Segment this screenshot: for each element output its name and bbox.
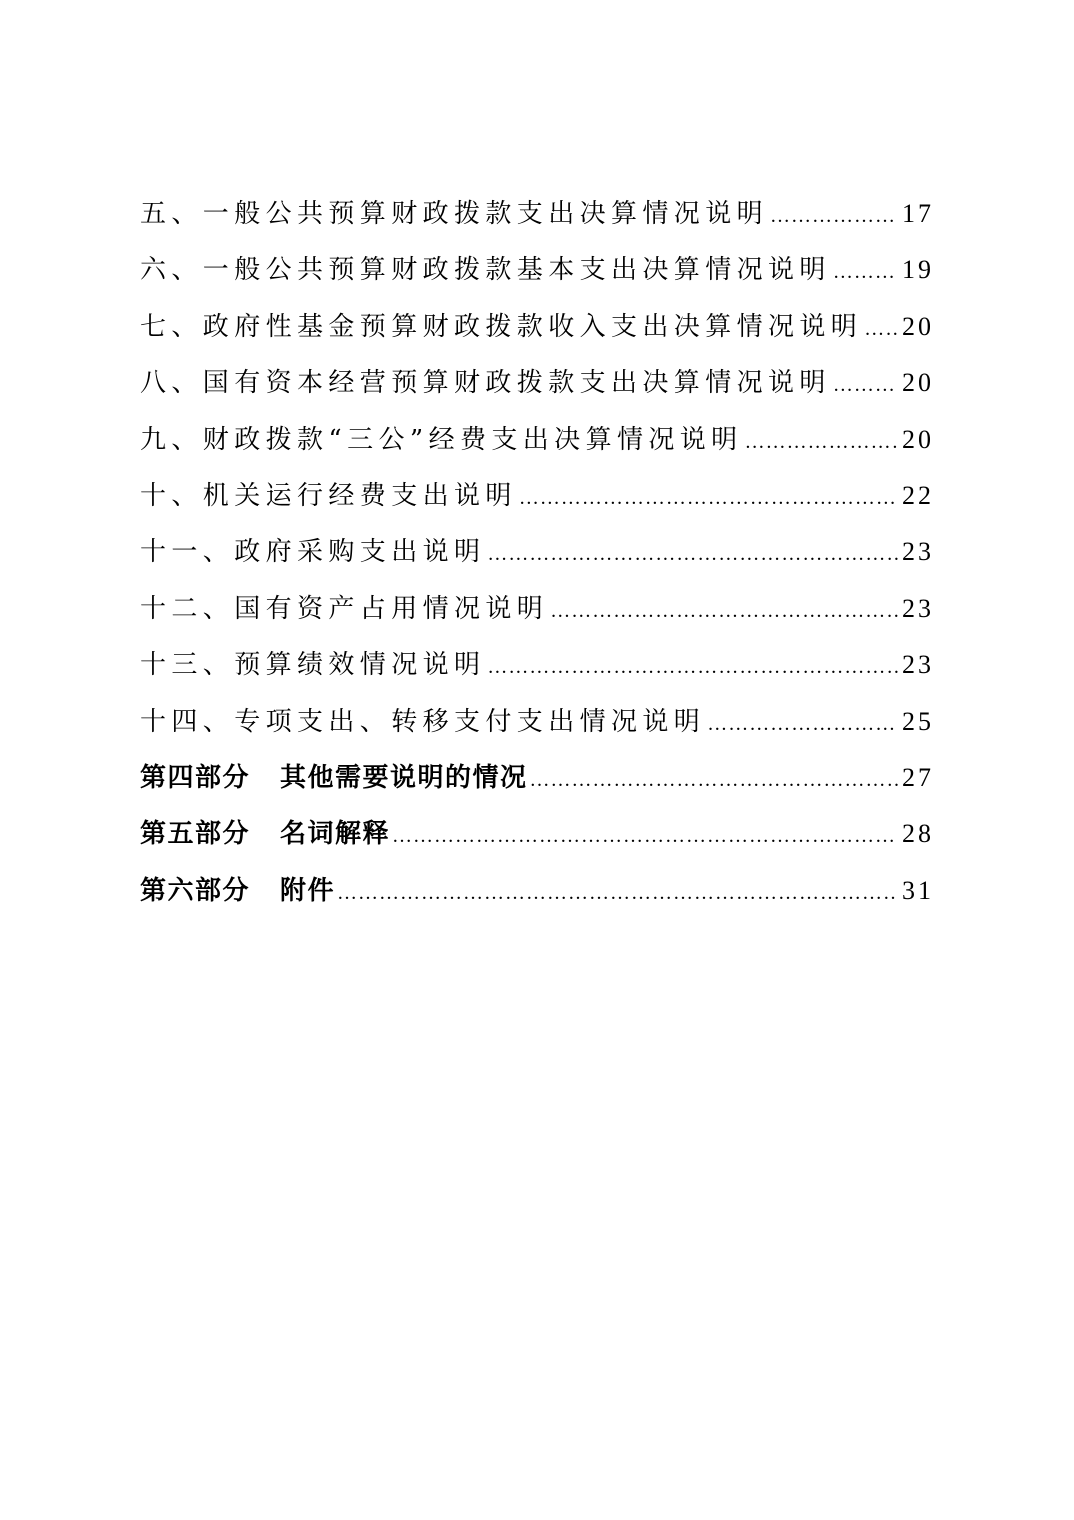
toc-part-title: 名词解释 bbox=[280, 819, 391, 850]
toc-page-number: 28 bbox=[902, 819, 934, 849]
toc-entry-title: 五、一般公共预算财政拨款支出决算情况说明 bbox=[140, 199, 769, 229]
toc-entry-11[interactable] bbox=[140, 524, 934, 580]
dot-leader bbox=[770, 188, 898, 244]
toc-part-5[interactable] bbox=[140, 806, 934, 862]
toc-page-number: 23 bbox=[902, 650, 934, 680]
toc-page-number: 20 bbox=[902, 311, 934, 341]
toc-part-6[interactable] bbox=[140, 863, 934, 919]
dot-leader bbox=[707, 696, 898, 752]
dot-leader bbox=[519, 470, 898, 526]
dot-leader bbox=[337, 865, 898, 921]
dot-leader bbox=[745, 414, 898, 470]
toc-entry-title: 十一、政府采购支出说明 bbox=[140, 537, 486, 568]
toc-part-title: 附件 bbox=[280, 875, 336, 906]
toc-page-number: 20 bbox=[902, 368, 934, 398]
dot-leader bbox=[487, 639, 898, 695]
toc-entry-13[interactable] bbox=[140, 637, 934, 693]
toc-page-number: 19 bbox=[902, 255, 934, 285]
toc-page-number: 22 bbox=[902, 480, 934, 510]
toc-page-number: 25 bbox=[902, 706, 934, 736]
toc-entry-title: 七、政府性基金预算财政拨款收入支出决算情况说明 bbox=[140, 311, 863, 342]
toc-part-4[interactable] bbox=[140, 750, 934, 806]
toc-part-title: 其他需要说明的情况 bbox=[280, 762, 528, 793]
toc-page-number: 31 bbox=[902, 875, 934, 905]
toc-entry-title: 十、机关运行经费支出说明 bbox=[140, 480, 517, 511]
toc-entry-10[interactable] bbox=[140, 468, 934, 524]
toc-entry-title: 十二、国有资产占用情况说明 bbox=[140, 593, 549, 624]
dot-leader bbox=[864, 301, 898, 357]
dot-leader bbox=[392, 808, 898, 864]
toc-entry-title: 六、一般公共预算财政拨款基本支出决算情况说明 bbox=[140, 255, 831, 286]
toc-page-number: 23 bbox=[902, 537, 934, 567]
toc-entry-title: 八、国有资本经营预算财政拨款支出决算情况说明 bbox=[140, 368, 831, 399]
dot-leader bbox=[833, 244, 898, 300]
toc-part-label: 第六部分 bbox=[140, 875, 251, 906]
toc-entry-5[interactable] bbox=[140, 186, 934, 242]
toc-entry-7[interactable] bbox=[140, 299, 934, 355]
toc-entry-9[interactable] bbox=[140, 412, 934, 468]
toc-entry-6[interactable] bbox=[140, 242, 934, 298]
dot-leader bbox=[530, 752, 898, 808]
toc-entry-title: 十四、专项支出、转移支付支出情况说明 bbox=[140, 706, 706, 737]
table-of-contents bbox=[140, 186, 934, 919]
toc-entry-title: 九、财政拨款“三公”经费支出决算情况说明 bbox=[140, 424, 743, 455]
toc-part-heading bbox=[140, 750, 528, 806]
toc-part-label: 第四部分 bbox=[140, 762, 251, 793]
toc-part-heading bbox=[140, 806, 390, 862]
toc-entry-8[interactable] bbox=[140, 355, 934, 411]
toc-page-number: 17 bbox=[902, 199, 934, 228]
dot-leader bbox=[550, 583, 898, 639]
toc-page-number: 27 bbox=[902, 762, 934, 792]
toc-page-number: 23 bbox=[902, 593, 934, 623]
toc-entry-12[interactable] bbox=[140, 581, 934, 637]
toc-part-label: 第五部分 bbox=[140, 819, 251, 850]
toc-part-heading bbox=[140, 863, 335, 919]
dot-leader bbox=[487, 526, 898, 582]
dot-leader bbox=[833, 357, 898, 413]
toc-entry-title: 十三、预算绩效情况说明 bbox=[140, 650, 486, 681]
toc-entry-14[interactable] bbox=[140, 694, 934, 750]
toc-page-number: 20 bbox=[902, 424, 934, 454]
